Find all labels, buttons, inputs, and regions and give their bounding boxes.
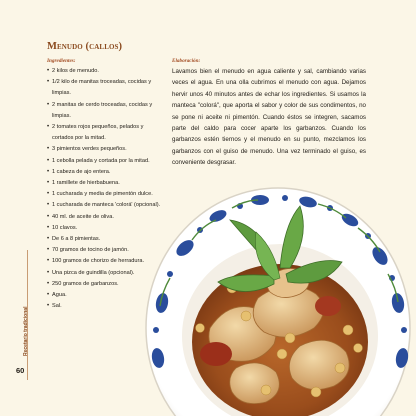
page-number: 60	[16, 366, 25, 375]
ingredient-item: • 1 cucharada y media de pimentón dulce.	[47, 189, 165, 200]
ingredient-item: • 250 gramos de garbanzos.	[47, 279, 165, 290]
ingredient-item: • 100 gramos de chorizo de herradura.	[47, 256, 165, 267]
ingredient-item: • 3 pimientos verdes pequeños.	[47, 144, 165, 155]
ingredient-item: • 1 cebolla pelada y cortada por la mitad.	[47, 156, 165, 167]
ingredient-item: • 1 ramillete de hierbabuena.	[47, 178, 165, 189]
ingredient-item: • 1/2 kilo de manitas troceadas, cocidas y limpias.	[47, 77, 165, 99]
ingredient-item: • 2 manitas de cerdo troceadas, cocidas y limpias.	[47, 100, 165, 122]
ingredients-heading: Ingredientes:	[47, 58, 76, 64]
ingredient-item: • 1 cucharada de manteca 'colorá' (opcional).	[47, 200, 165, 211]
ingredient-item: • 70 gramos de tocino de jamón.	[47, 245, 165, 256]
ingredient-item: • Una pizca de guindilla (opcional).	[47, 268, 165, 279]
ingredient-item: • 40 ml. de aceite de oliva.	[47, 212, 165, 223]
elaboration-text: Lavamos bien el menudo en agua caliente y sal, cambiando varias veces el agua. En una olla cubrimos el menudo con agua. Dejamos hervir unos 40 minutos antes de echar los ingredientes. Si usamos la manteca "colorá", que aporta el sabor y color de sus condimentos, no se pone ni aceite ni pimentón. Cuando éstos se integren, sacamos parte del caldo para cocer aparte los garbanzos. Cuando los garbanzos estén tiernos y el menudo en su punto, mezclamos los garbanzos con el guiso de menudo. Una vez terminado el guiso, es conveniente desgrasar.	[172, 68, 366, 167]
ingredient-item: • 2 tomates rojos pequeños, pelados y cortados por la mitad.	[47, 122, 165, 144]
ingredient-item: • De 6 a 8 pimientas.	[47, 234, 165, 245]
ingredient-item: • Sal.	[47, 301, 165, 312]
ingredient-item: • 2 kilos de menudo.	[47, 66, 165, 77]
elaboration-heading: Elaboración:	[172, 58, 201, 64]
ingredient-item: • 10 clavos.	[47, 223, 165, 234]
ingredient-item: • 1 cabeza de ajo entera.	[47, 167, 165, 178]
ingredient-item: • Agua.	[47, 290, 165, 301]
recipe-title: Menudo (callos)	[47, 41, 123, 52]
book-section-label: Recetario tradicional	[23, 306, 29, 356]
stew-plate-illustration	[140, 178, 416, 416]
